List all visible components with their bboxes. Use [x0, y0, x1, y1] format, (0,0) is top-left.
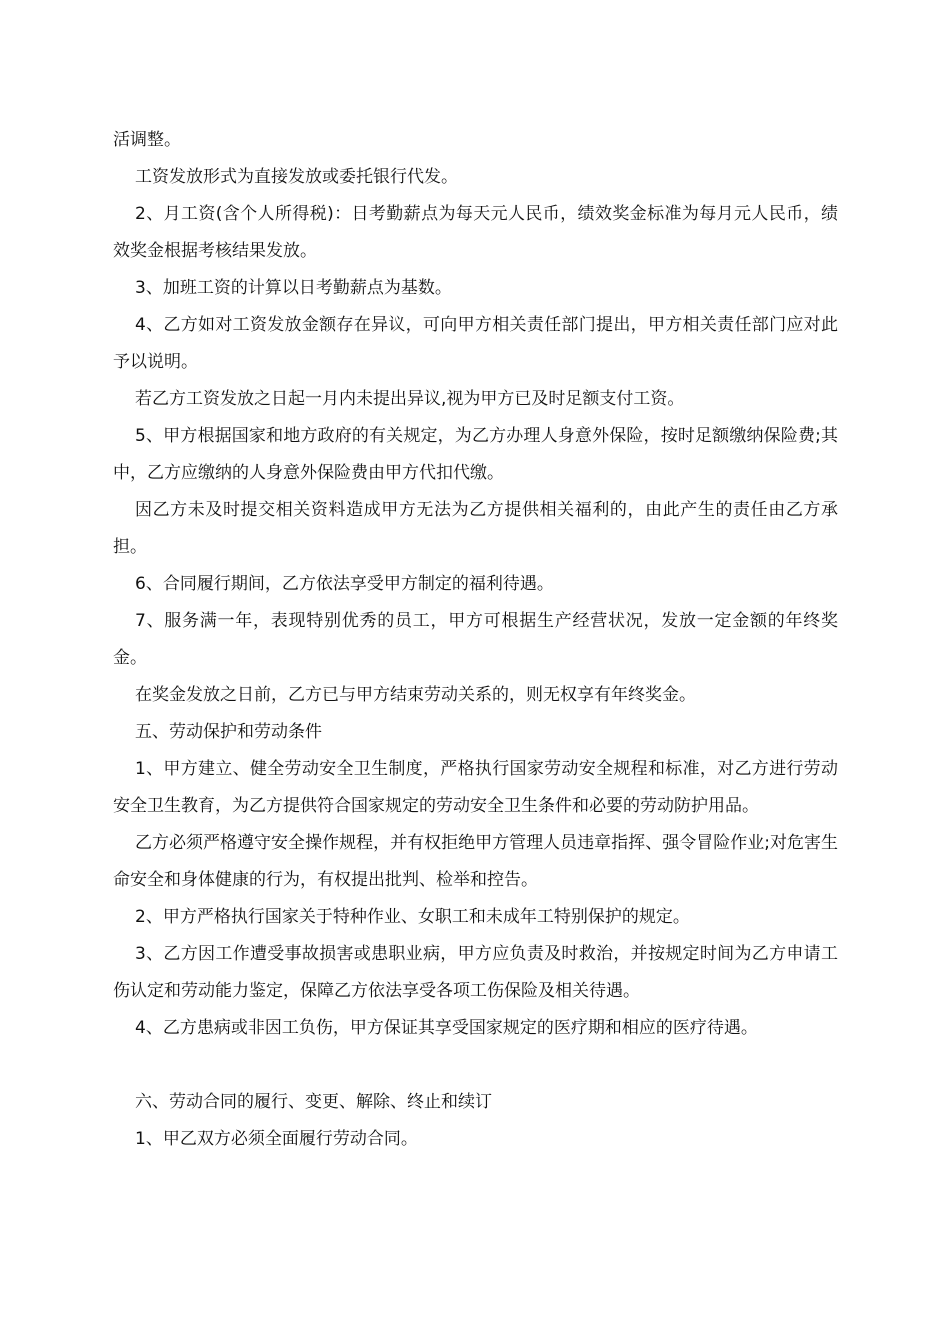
paragraph-year-end-bonus: 7、服务满一年，表现特别优秀的员工，甲方可根据生产经营状况，发放一定金额的年终奖金。 [113, 611, 838, 668]
paragraph-insurance-liability: 因乙方未及时提交相关资料造成甲方无法为乙方提供相关福利的，由此产生的责任由乙方承担。 [113, 500, 838, 557]
section-heading-labor-protection: 五、劳动保护和劳动条件 [135, 722, 322, 742]
section-heading-contract-performance: 六、劳动合同的履行、变更、解除、终止和续订 [135, 1092, 492, 1112]
paragraph-dispute-deadline: 若乙方工资发放之日起一月内未提出异议,视为甲方已及时足额支付工资。 [135, 389, 685, 409]
paragraph-benefits: 6、合同履行期间，乙方依法享受甲方制定的福利待遇。 [135, 574, 554, 594]
blank-line [113, 1047, 838, 1084]
paragraph-monthly-salary: 2、月工资(含个人所得税)：日考勤薪点为每天元人民币，绩效奖金标准为每月元人民币，绩效奖金根据考核结果发放。 [113, 204, 838, 261]
paragraph-safety-system: 1、甲方建立、健全劳动安全卫生制度，严格执行国家劳动安全规程和标准，对乙方进行劳动安全卫生教育，为乙方提供符合国家规定的劳动安全卫生条件和必要的劳动防护用品。 [113, 759, 838, 816]
paragraph-safety-rights: 乙方必须严格遵守安全操作规程，并有权拒绝甲方管理人员违章指挥、强令冒险作业;对危害生命安全和身体健康的行为，有权提出批判、检举和控告。 [113, 833, 838, 890]
paragraph-work-injury: 3、乙方因工作遭受事故损害或患职业病，甲方应负责及时救治，并按规定时间为乙方申请工伤认定和劳动能力鉴定，保障乙方依法享受各项工伤保险及相关待遇。 [113, 944, 838, 1001]
paragraph-continuation: 活调整。 [113, 130, 181, 150]
paragraph-insurance: 5、甲方根据国家和地方政府的有关规定，为乙方办理人身意外保险，按时足额缴纳保险费;其中，乙方应缴纳的人身意外保险费由甲方代扣代缴。 [113, 426, 838, 483]
document-body [113, 122, 838, 1158]
paragraph-payment-form: 工资发放形式为直接发放或委托银行代发。 [135, 167, 458, 187]
paragraph-special-protection: 2、甲方严格执行国家关于特种作业、女职工和未成年工特别保护的规定。 [135, 907, 690, 927]
paragraph-full-performance: 1、甲乙双方必须全面履行劳动合同。 [135, 1129, 418, 1149]
paragraph-overtime: 3、加班工资的计算以日考勤薪点为基数。 [135, 278, 452, 298]
paragraph-medical-period: 4、乙方患病或非因工负伤，甲方保证其享受国家规定的医疗期和相应的医疗待遇。 [135, 1018, 758, 1038]
paragraph-salary-dispute: 4、乙方如对工资发放金额存在异议，可向甲方相关责任部门提出，甲方相关责任部门应对此予以说明。 [113, 315, 838, 372]
paragraph-bonus-condition: 在奖金发放之日前，乙方已与甲方结束劳动关系的，则无权享有年终奖金。 [135, 685, 696, 705]
